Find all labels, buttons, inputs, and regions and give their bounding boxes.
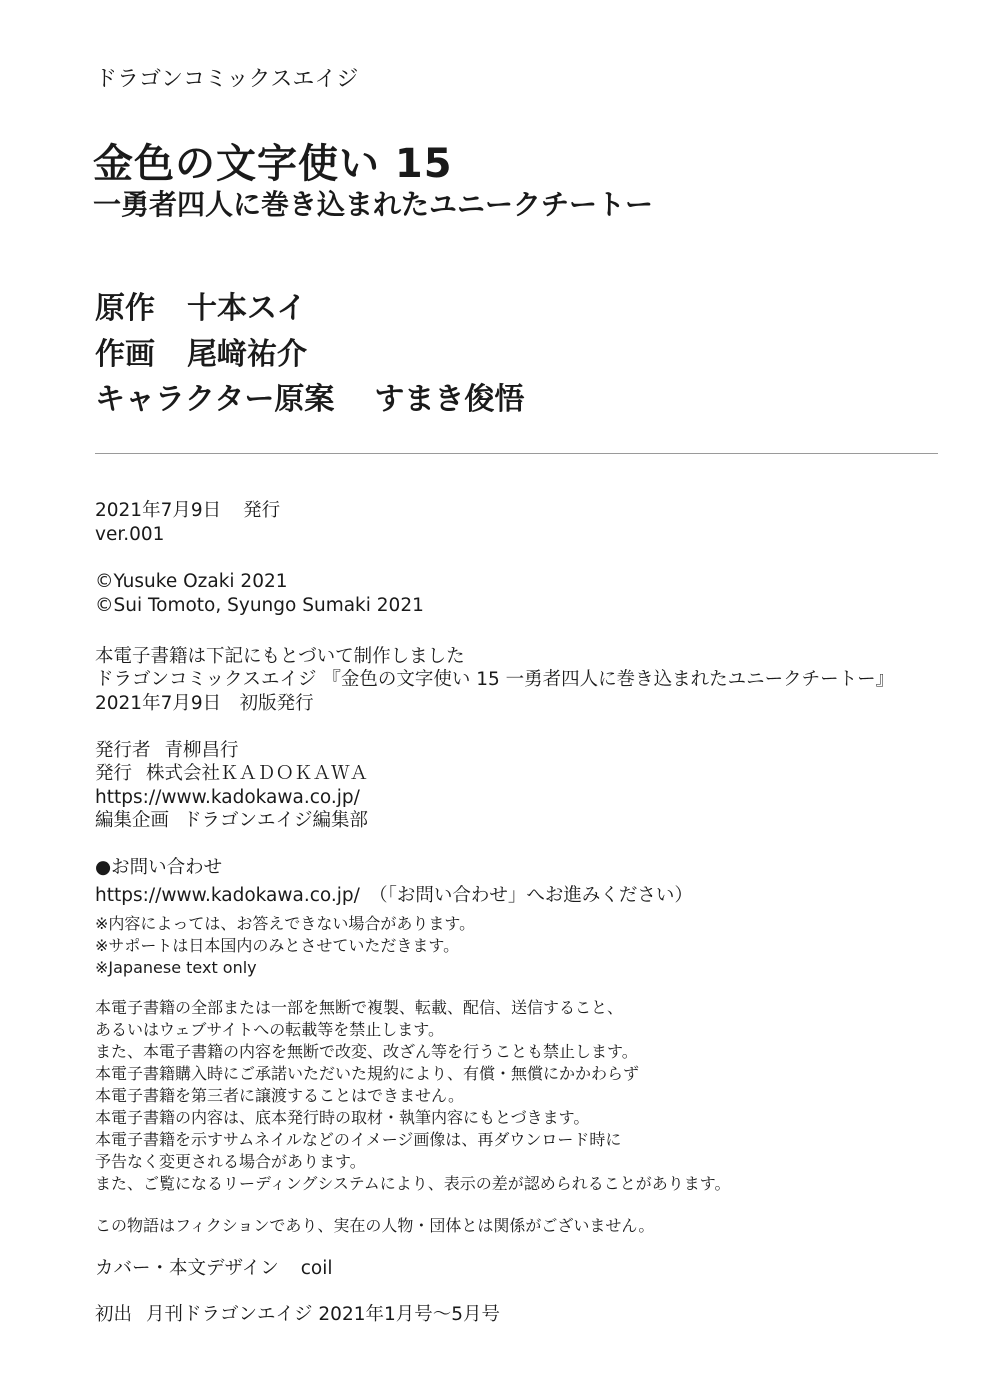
legal-line: 本電子書籍を第三者に譲渡することはできません。 <box>95 1086 464 1105</box>
legal-line: あるいはウェブサイトへの転載等を禁止します。 <box>95 1020 444 1039</box>
publication-date-label: 発行 <box>243 500 281 521</box>
legal-line: 本電子書籍を示すサムネイルなどのイメージ画像は、再ダウンロード時に <box>95 1130 622 1149</box>
copyright-line: ©Sui Tomoto, Syungo Sumaki 2021 <box>95 595 424 616</box>
credit-role: 原作 <box>95 291 155 326</box>
legal-line: 本電子書籍の内容は、底本発行時の取材・執筆内容にもとづきます。 <box>95 1108 590 1127</box>
source-original: ドラゴンコミックスエイジ 『金色の文字使い 15 一勇者四人に巻き込まれたユニークチートー』 <box>95 669 895 690</box>
credit-name: 尾﨑祐介 <box>187 337 307 372</box>
book-title: 金色の文字使い 15 <box>93 141 453 187</box>
publisher-url: https://www.kadokawa.co.jp/ <box>95 787 360 808</box>
first-published-line <box>95 1303 500 1326</box>
copyright-line: ©Yusuke Ozaki 2021 <box>95 571 288 592</box>
legal-line: 本電子書籍の全部または一部を無断で複製、転載、配信、送信すること、 <box>95 998 624 1017</box>
publisher-person-line <box>95 739 239 762</box>
inquiry-url-line: https://www.kadokawa.co.jp/ （「お問い合わせ」へお進みください） <box>95 885 693 906</box>
version-label: ver.001 <box>95 524 165 545</box>
credit-artist <box>95 329 307 373</box>
legal-line: また、本電子書籍の内容を無断で改変、改ざん等を行うことも禁止します。 <box>95 1042 638 1061</box>
credit-character-design <box>95 374 524 418</box>
legal-line: 本電子書籍購入時にご承諾いただいた規約により、有償・無償にかかわらず <box>95 1064 640 1083</box>
publication-date: 2021年7月9日 <box>95 500 222 521</box>
design-label: カバー・本文デザイン <box>95 1258 279 1279</box>
credit-name: すまき俊悟 <box>374 382 525 417</box>
legal-line: また、ご覧になるリーディングシステムにより、表示の差が認められることがあります。 <box>95 1174 731 1193</box>
design-credit-line <box>95 1257 333 1280</box>
publisher-person-label: 発行者 <box>95 740 151 761</box>
editorial-label: 編集企画 <box>95 810 170 831</box>
design-name: coil <box>300 1258 333 1279</box>
imprint-label: ドラゴンコミックスエイジ <box>95 67 359 92</box>
book-subtitle: 一勇者四人に巻き込まれたユニークチートー <box>93 188 654 221</box>
credit-role: キャラクター原案 <box>95 382 335 417</box>
publisher-label: 発行 <box>95 763 133 784</box>
inquiry-note: ※Japanese text only <box>95 958 257 977</box>
fiction-note: この物語はフィクションであり、実在の人物・団体とは関係がございません。 <box>95 1216 655 1235</box>
publisher-company: 株式会社ＫＡＤＯＫＡＷＡ <box>146 763 369 784</box>
editorial-name: ドラゴンエイジ編集部 <box>183 810 369 831</box>
legal-line: 予告なく変更される場合があります。 <box>95 1152 366 1171</box>
credit-name: 十本スイ <box>187 291 307 326</box>
editorial-line <box>95 809 368 832</box>
inquiry-note: ※サポートは日本国内のみとさせていただきます。 <box>95 936 460 955</box>
first-published-label: 初出 <box>95 1304 133 1325</box>
source-note: 本電子書籍は下記にもとづいて制作しました <box>95 646 465 667</box>
source-first-edition: 2021年7月9日 初版発行 <box>95 693 314 714</box>
publisher-person: 青柳昌行 <box>164 740 239 761</box>
inquiry-heading: ●お問い合わせ <box>95 857 223 878</box>
inquiry-note: ※内容によっては、お答えできない場合があります。 <box>95 914 476 933</box>
publisher-company-line <box>95 762 368 785</box>
credit-original-author <box>95 283 306 327</box>
first-published-value: 月刊ドラゴンエイジ 2021年1月号～5月号 <box>146 1304 501 1325</box>
section-divider <box>95 453 938 454</box>
credit-role: 作画 <box>95 337 155 372</box>
publication-date-line <box>95 499 280 522</box>
